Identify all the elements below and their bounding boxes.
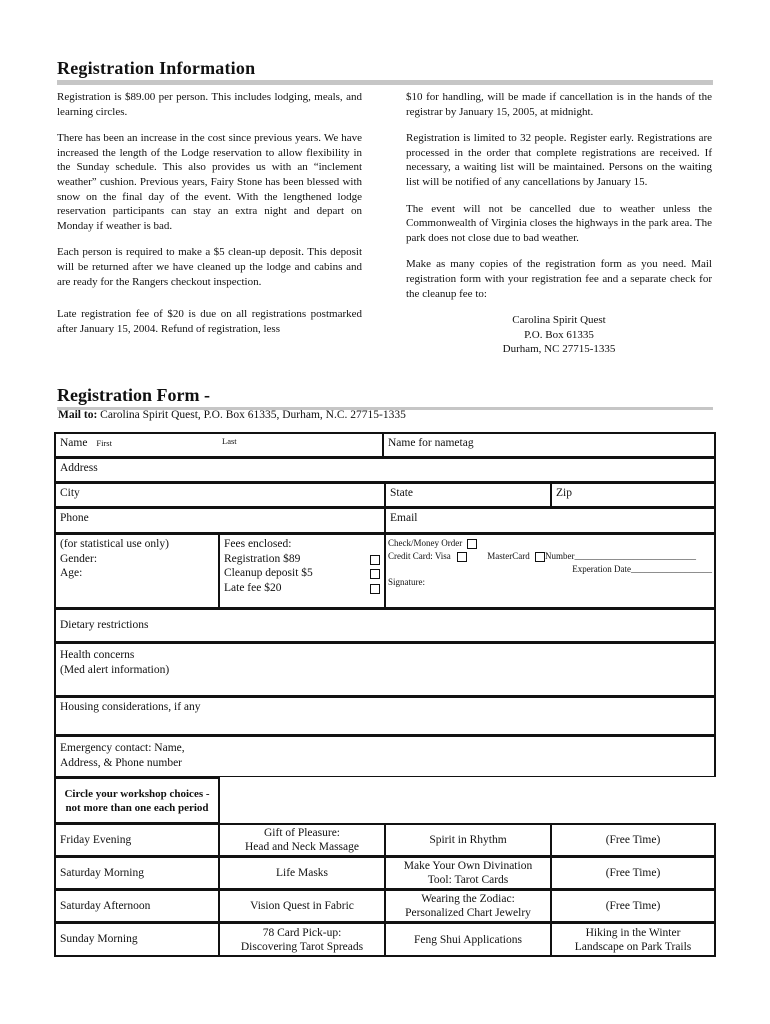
gender-label: Gender: xyxy=(60,552,98,565)
nametag-field[interactable] xyxy=(382,432,716,458)
workshop-option[interactable]: 78 Card Pick-up: Discovering Tarot Spreads xyxy=(218,922,386,957)
address-field[interactable] xyxy=(54,457,716,483)
address-line: P.O. Box 61335 xyxy=(524,328,594,341)
email-field[interactable] xyxy=(384,507,716,534)
mail-to-line xyxy=(58,409,406,421)
address-label: Address xyxy=(60,462,98,474)
city-field[interactable] xyxy=(54,482,386,508)
visa-checkbox[interactable] xyxy=(457,552,467,562)
workshop-option[interactable]: Gift of Pleasure: Head and Neck Massage xyxy=(218,823,386,857)
mailing-address xyxy=(406,313,712,357)
check-money-order-label: Check/Money Order xyxy=(388,538,463,548)
info-paragraph: Make as many copies of the registration form as you need. Mail registration form with your registration fee and a separate check for the cleanup fee to: xyxy=(406,258,712,300)
fee-registration-checkbox[interactable] xyxy=(370,555,380,565)
statistics-label: (for statistical use only) xyxy=(60,538,169,550)
registration-form-title: Registration Form - xyxy=(57,385,210,405)
workshop-option[interactable]: (Free Time) xyxy=(550,889,716,923)
med-alert-label: (Med alert information) xyxy=(60,663,170,676)
zip-field[interactable] xyxy=(550,482,716,508)
workshop-header-blank xyxy=(218,777,716,824)
workshop-option[interactable]: (Free Time) xyxy=(550,856,716,890)
period-saturday-afternoon: Saturday Afternoon xyxy=(54,889,220,923)
check-money-order-checkbox[interactable] xyxy=(467,539,477,549)
info-paragraph: Registration is limited to 32 people. Register early. Registrations are processed in the order that complete registrations are received. If necessary, a waiting list will be maintained. Persons on the waiting list will be notified of any cancellations by January 15. xyxy=(406,132,712,188)
period-sunday-morning: Sunday Morning xyxy=(54,922,220,957)
workshop-option[interactable]: Vision Quest in Fabric xyxy=(218,889,386,923)
zip-label: Zip xyxy=(556,487,572,499)
info-left-column xyxy=(57,90,362,348)
mail-to-value: Carolina Spirit Quest, P.O. Box 61335, Durham, N.C. 27715-1335 xyxy=(97,409,406,421)
last-label: Last xyxy=(222,436,237,446)
emergency-contact-field[interactable] xyxy=(54,735,716,778)
emergency-label-2: Address, & Phone number xyxy=(60,756,183,769)
period-friday-evening: Friday Evening xyxy=(54,823,220,857)
address-line: Durham, NC 27715-1335 xyxy=(502,343,616,356)
statistics-field[interactable] xyxy=(54,533,220,609)
email-label: Email xyxy=(390,512,418,524)
payment-field xyxy=(384,533,716,609)
credit-card-visa-label: Credit Card: Visa xyxy=(388,551,451,561)
dietary-field[interactable] xyxy=(54,608,716,643)
name-label: Name xyxy=(60,437,88,449)
info-paragraph: Each person is required to make a $5 clean-up deposit. This deposit will be returned after we have cleaned up the lodge and cabins and are ready for the Rangers checkout inspection. xyxy=(57,246,362,288)
mastercard-checkbox[interactable] xyxy=(535,552,545,562)
title-rule xyxy=(57,80,713,85)
info-paragraph: Late registration fee of $20 is due on all registrations postmarked after January 15, 2004. Refund of registration, less xyxy=(57,308,362,335)
workshop-option[interactable]: Wearing the Zodiac: Personalized Chart Jewelry xyxy=(384,889,552,923)
card-number-field[interactable]: Number___________________________ xyxy=(545,551,697,561)
first-label: First xyxy=(96,438,112,448)
workshop-option[interactable]: Hiking in the Winter Landscape on Park Trails xyxy=(550,922,716,957)
emergency-label: Emergency contact: Name, xyxy=(60,742,185,754)
registration-form xyxy=(54,432,716,957)
housing-label: Housing considerations, if any xyxy=(60,701,201,713)
nametag-label: Name for nametag xyxy=(388,437,474,449)
mail-to-label: Mail to: xyxy=(58,409,98,421)
dietary-label: Dietary restrictions xyxy=(60,619,149,632)
state-label: State xyxy=(390,487,413,499)
period-saturday-morning: Saturday Morning xyxy=(54,856,220,890)
fee-late-checkbox[interactable] xyxy=(370,584,380,594)
phone-label: Phone xyxy=(60,512,89,524)
health-label: Health concerns xyxy=(60,649,135,661)
city-label: City xyxy=(60,487,80,499)
workshop-option[interactable]: (Free Time) xyxy=(550,823,716,857)
fees-label: Fees enclosed: xyxy=(224,538,292,550)
info-paragraph: The event will not be cancelled due to weather unless the Commonwealth of Virginia closes the highways in the park area. The park does not close due to bad weather. xyxy=(406,202,712,244)
workshop-header: Circle your workshop choices - not more than one each period xyxy=(54,777,220,824)
name-field[interactable] xyxy=(54,432,384,458)
info-paragraph: $10 for handling, will be made if cancellation is in the hands of the registrar by January 15, 2005, at midnight. xyxy=(406,91,712,118)
fee-cleanup-checkbox[interactable] xyxy=(370,569,380,579)
registration-info-title: Registration Information xyxy=(57,58,256,78)
workshop-option[interactable]: Life Masks xyxy=(218,856,386,890)
expiration-date-field[interactable]: Experation Date__________________ xyxy=(572,564,712,574)
workshop-option[interactable]: Feng Shui Applications xyxy=(384,922,552,957)
mastercard-label: MasterCard xyxy=(487,551,530,561)
health-field[interactable] xyxy=(54,642,716,697)
state-field[interactable] xyxy=(384,482,552,508)
housing-field[interactable] xyxy=(54,696,716,736)
info-paragraph: There has been an increase in the cost since previous years. We have increased the length of the Lodge reservation to allow flexibility in the Sunday schedule. This also provides us with an “inclement weather” cushion. Previous years, Fairy Stone has been blessed with snow on the final day of the event. With the lengthened lodge reservation participants can stay an extra night and depart on Monday if weather is bad. xyxy=(57,132,362,232)
address-line: Carolina Spirit Quest xyxy=(512,314,606,327)
fee-registration-label: Registration $89 xyxy=(224,552,301,565)
signature-field[interactable]: Signature: xyxy=(388,577,425,587)
workshop-option[interactable]: Make Your Own Divination Tool: Tarot Cards xyxy=(384,856,552,890)
workshop-option[interactable]: Spirit in Rhythm xyxy=(384,823,552,857)
fee-late-label: Late fee $20 xyxy=(224,581,282,594)
fee-cleanup-label: Cleanup deposit $5 xyxy=(224,567,313,579)
info-right-column xyxy=(406,90,712,369)
phone-field[interactable] xyxy=(54,507,386,534)
fees-field xyxy=(218,533,386,609)
info-paragraph: Registration is $89.00 per person. This includes lodging, meals, and learning circles. xyxy=(57,91,362,118)
age-label: Age: xyxy=(60,567,83,579)
